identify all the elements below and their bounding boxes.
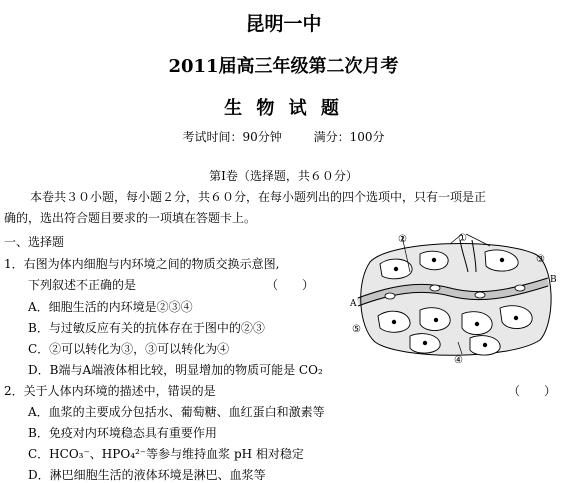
q1-answer-paren: （ ）: [266, 278, 315, 292]
label-a: A: [350, 299, 357, 309]
label-b: B: [550, 275, 557, 285]
red-blood-cell: [430, 285, 440, 291]
section-heading: 一、选择题: [4, 235, 65, 249]
q2-option-d: D．淋巴细胞生活的液体环境是淋巴、血浆等: [28, 468, 266, 482]
q1-option-d: D．B端与A端液体相比较，明显增加的物质可能是 CO₂: [28, 363, 323, 377]
part1-intro-line2: 确的，选出符合题目要求的一项填在答题卡上。: [4, 211, 257, 225]
tissue-exchange-diagram: [350, 232, 560, 364]
q2-stem: 2．关于人体内环境的描述中，错误的是: [4, 384, 216, 398]
red-blood-cell: [515, 285, 525, 291]
subject-title: 生 物 试 题: [224, 98, 343, 119]
q1-option-a: A．细胞生活的内环境是②③④: [28, 300, 193, 314]
marker-4: ④: [454, 355, 463, 364]
part1-intro-line1: 本卷共３０小题，每小题２分，共６０分，在每小题列出的四个选项中，只有一项是正: [30, 190, 487, 204]
q2-option-a: A．血浆的主要成分包括水、葡萄糖、血红蛋白和激素等: [28, 405, 325, 419]
q1-option-b: B．与过敏反应有关的抗体存在于图中的②③: [28, 321, 265, 335]
school-title: 昆明一中: [245, 13, 322, 35]
marker-3: ③: [536, 254, 545, 265]
exam-score: 满分：100分: [313, 130, 385, 144]
marker-2: ②: [398, 234, 407, 245]
exam-time: 考试时间：90分钟: [182, 130, 282, 144]
exam-title: 2011届高三年级第二次月考: [168, 56, 399, 77]
marker-1: ①: [458, 233, 467, 244]
red-blood-cell: [385, 293, 395, 299]
q1-option-c: C．②可以转化为③，③可以转化为④: [28, 342, 230, 356]
q2-option-c: C．HCO₃⁻、HPO₄²⁻等参与维持血浆 pH 相对稳定: [28, 447, 304, 461]
part1-title: 第Ⅰ卷（选择题，共６０分）: [209, 169, 358, 183]
q1-stem-line2: 下列叙述不正确的是: [28, 278, 137, 292]
q1-stem-line1: 1．右图为体内细胞与内环境之间的物质交换示意图,: [4, 257, 280, 271]
q2-answer-paren: （ ）: [508, 384, 557, 398]
red-blood-cell: [475, 292, 485, 298]
exam-meta: [0, 128, 567, 145]
q2-option-b: B．免疫对内环境稳态具有重要作用: [28, 426, 217, 440]
marker-5: ⑤: [352, 324, 361, 335]
